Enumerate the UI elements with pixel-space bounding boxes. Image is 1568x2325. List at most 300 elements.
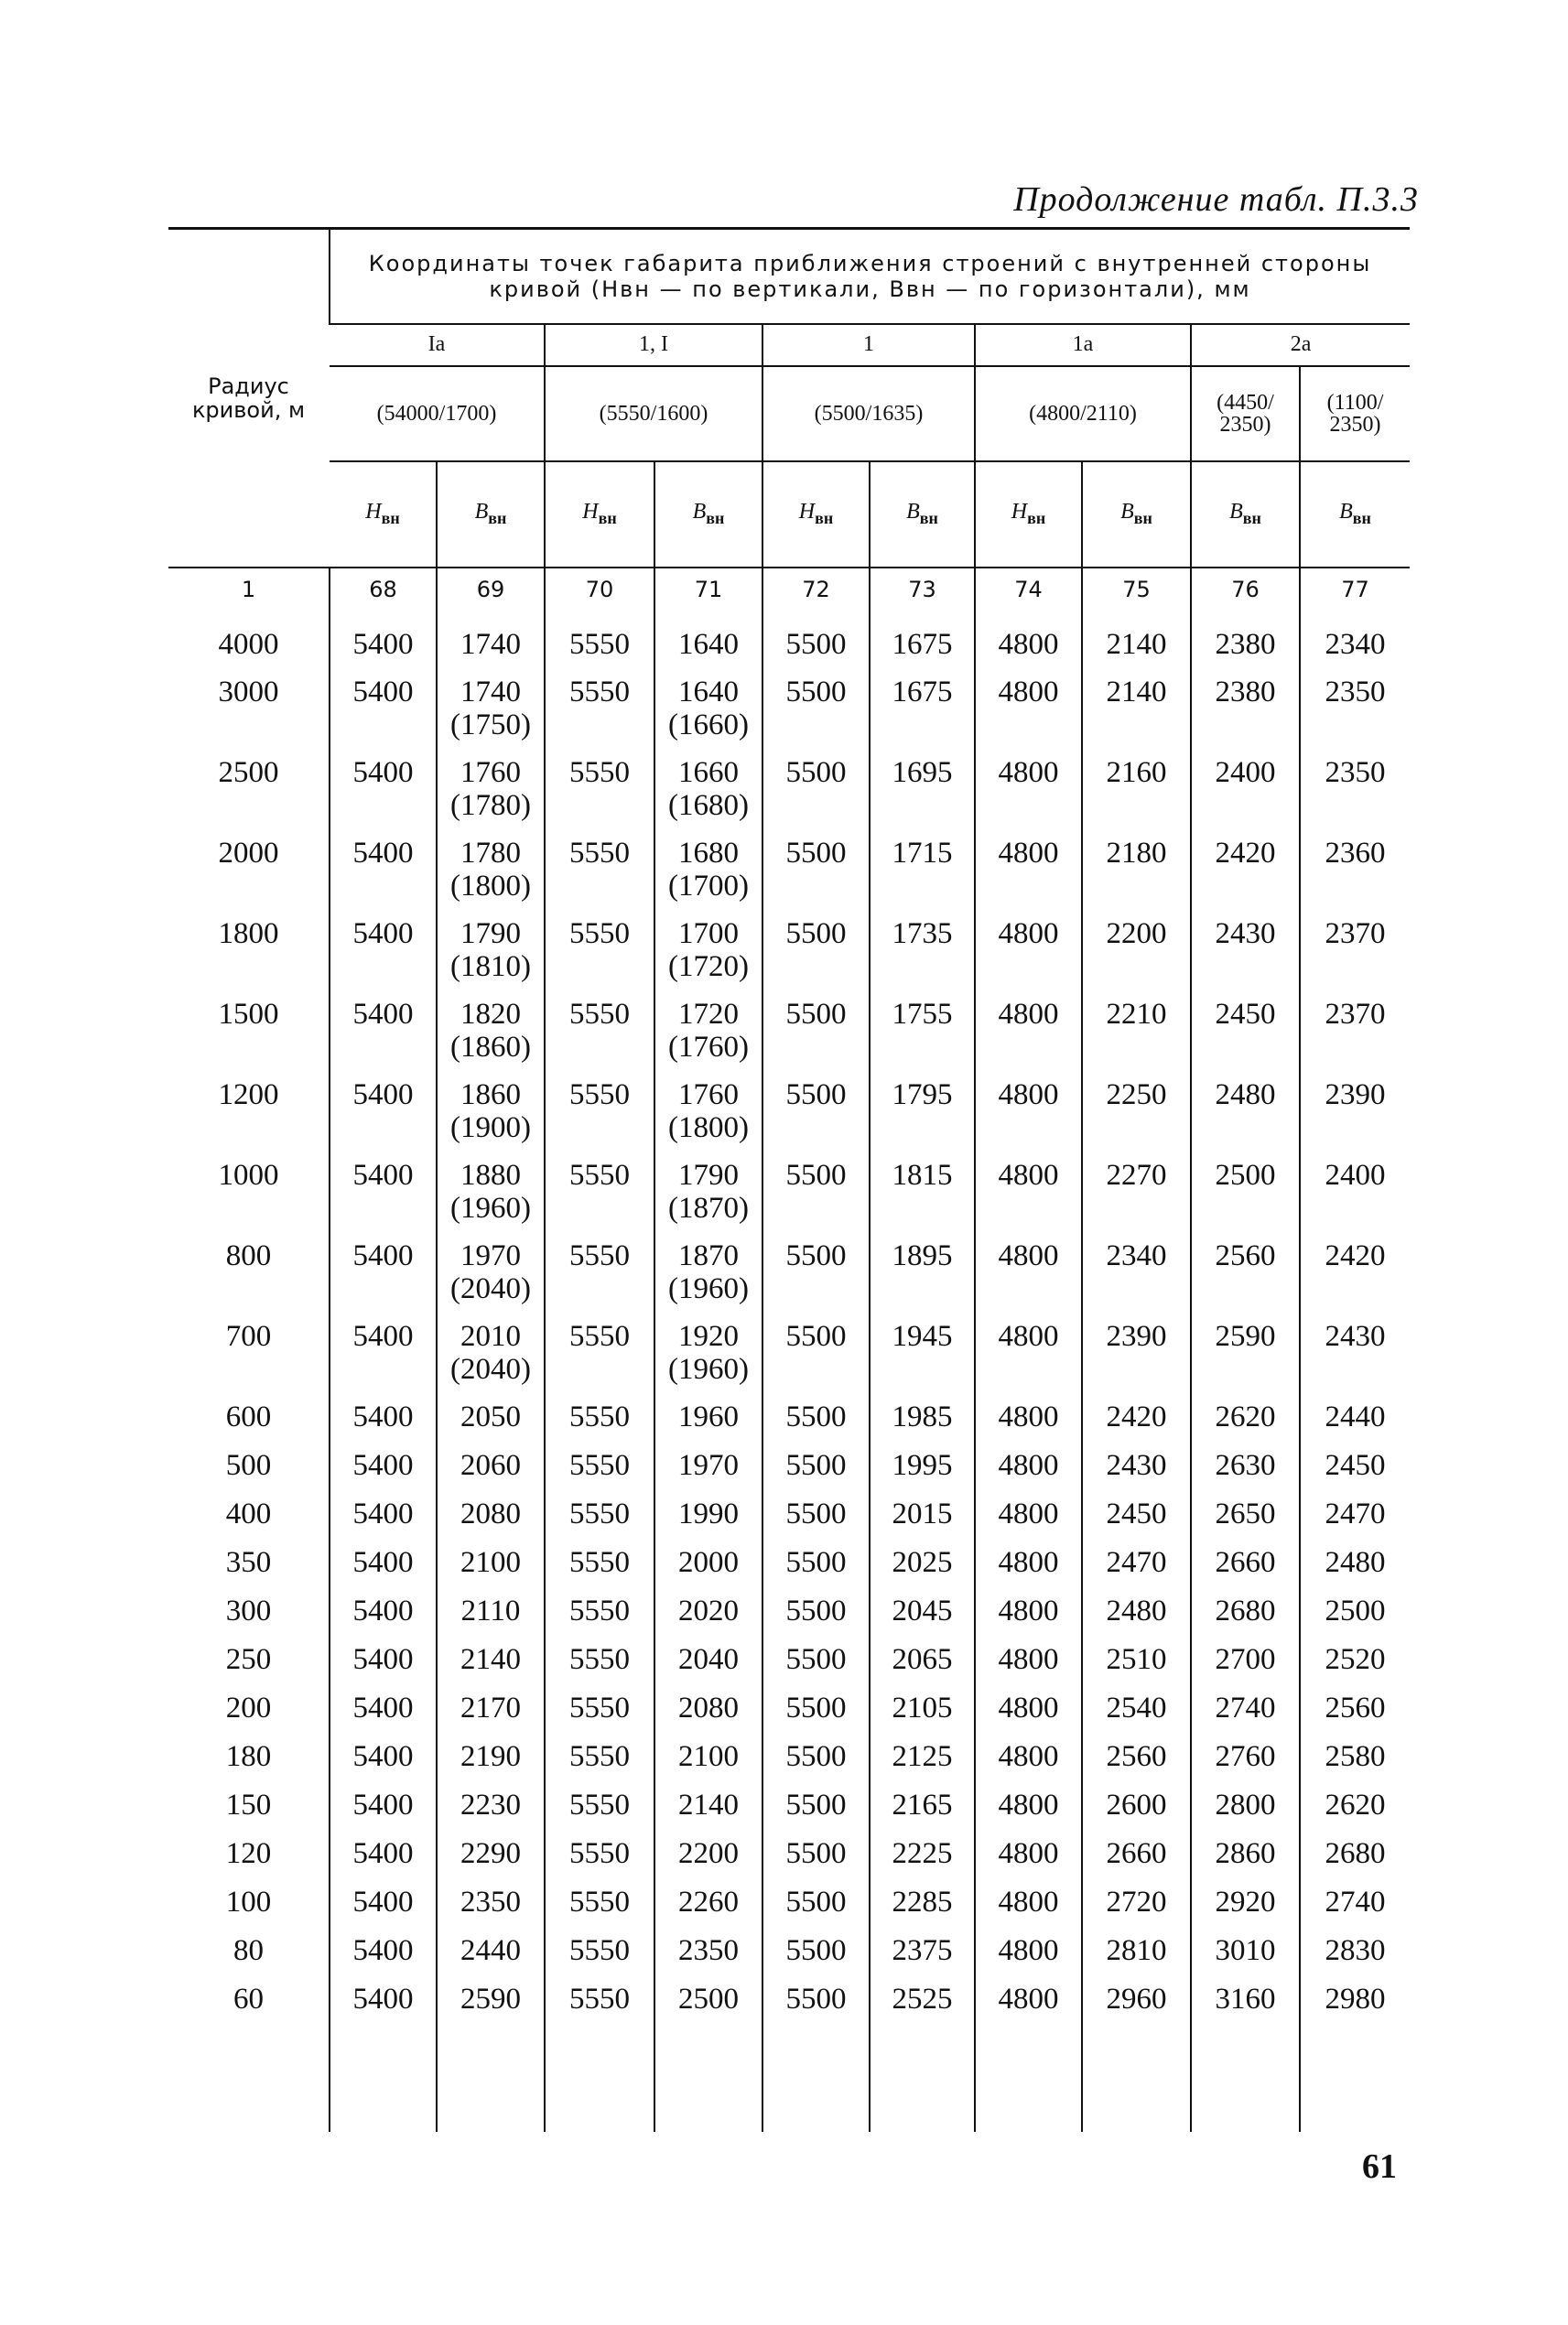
cell-value: 700 — [225, 1319, 272, 1353]
cell-col-74 — [975, 1078, 1082, 1159]
cell-col-72 — [762, 1934, 870, 1983]
cell-value: 5400 — [352, 836, 414, 870]
cell-col-69 — [437, 611, 545, 676]
cell-value: 250 — [225, 1642, 272, 1676]
cell-value: 5500 — [785, 1885, 847, 1919]
cell-col-73 — [870, 1159, 975, 1239]
cell-value: 2080 — [460, 1497, 521, 1530]
cell-value: 5550 — [569, 1933, 630, 1967]
cell-value: 2380 — [1215, 675, 1276, 708]
cell-radius — [168, 1498, 330, 1546]
cell-value: 1945 — [892, 1319, 953, 1353]
cell-value: 5550 — [569, 1448, 630, 1482]
cell-col-72 — [762, 1837, 870, 1886]
cell-value: 2590 — [460, 1982, 521, 2016]
cell-value: 5550 — [569, 836, 630, 870]
cell-value: 2140 — [678, 1788, 739, 1822]
column-number: 70 — [545, 568, 654, 611]
cell-value: 150 — [225, 1788, 272, 1822]
cell-col-68 — [330, 1239, 437, 1320]
cell-value: 1790 — [678, 1158, 739, 1192]
cell-value: 1200 — [218, 1077, 279, 1111]
cell-value: 2100 — [460, 1545, 521, 1579]
cell-value: 2015 — [892, 1497, 953, 1530]
cell-value: 5400 — [352, 1319, 414, 1353]
table-row — [168, 1789, 1410, 1837]
cell-value: 2360 — [1325, 836, 1386, 870]
cell-value: 350 — [225, 1545, 272, 1579]
cell-col-74 — [975, 1159, 1082, 1239]
cell-value: 400 — [225, 1497, 272, 1530]
cell-col-74 — [975, 676, 1082, 756]
cell-col-68 — [330, 1320, 437, 1400]
cell-value: 5550 — [569, 1545, 630, 1579]
cell-value: 5400 — [352, 675, 414, 708]
coord-header: $H_{вн}$ — [975, 461, 1082, 568]
cell-radius — [168, 1692, 330, 1740]
cell-value: 1640 — [678, 675, 739, 708]
cell-value: 60 — [233, 1982, 264, 2016]
cell-value: 2050 — [460, 1400, 521, 1433]
cell-col-70 — [545, 1498, 654, 1546]
cell-value: 1675 — [892, 675, 953, 708]
cell-col-69 — [437, 1546, 545, 1595]
cell-value: 5500 — [785, 1158, 847, 1192]
table-row — [168, 1595, 1410, 1643]
cell-col-70 — [545, 1837, 654, 1886]
clearance-table — [168, 227, 1410, 2132]
cell-col-76 — [1191, 1159, 1300, 1239]
cell-radius — [168, 611, 330, 676]
cell-col-77 — [1300, 676, 1410, 756]
cell-col-71 — [654, 1400, 762, 1449]
cell-value: 2125 — [892, 1739, 953, 1773]
cell-value: 1760 — [678, 1077, 739, 1111]
cell-alt-value: (1900) — [450, 1110, 531, 1144]
cell-col-71 — [654, 1449, 762, 1498]
page-number: 61 — [1362, 2147, 1397, 2186]
cell-value: 2860 — [1215, 1836, 1276, 1870]
table-row — [168, 1078, 1410, 1159]
cell-col-77 — [1300, 1983, 1410, 2031]
coord-header: $H_{вн}$ — [545, 461, 654, 568]
cell-value: 800 — [225, 1238, 272, 1272]
cell-value: 2680 — [1215, 1594, 1276, 1628]
cell-col-77 — [1300, 1498, 1410, 1546]
cell-alt-value: (1800) — [668, 1110, 749, 1144]
table-row — [168, 1740, 1410, 1789]
cell-col-77 — [1300, 1239, 1410, 1320]
cell-radius — [168, 1320, 330, 1400]
cell-radius — [168, 1837, 330, 1886]
cell-col-74 — [975, 1449, 1082, 1498]
cell-col-73 — [870, 1546, 975, 1595]
table-row — [168, 1692, 1410, 1740]
cell-value: 5400 — [352, 1077, 414, 1111]
cell-col-70 — [545, 837, 654, 917]
empty-cell — [437, 2031, 545, 2132]
table-row — [168, 1239, 1410, 1320]
cell-value: 5550 — [569, 1238, 630, 1272]
cell-alt-value: (1810) — [450, 949, 531, 983]
cell-value: 5550 — [569, 755, 630, 789]
cell-value: 2980 — [1325, 1982, 1386, 2016]
cell-value: 5550 — [569, 627, 630, 661]
cell-col-74 — [975, 1546, 1082, 1595]
cell-value: 5550 — [569, 1836, 630, 1870]
empty-cell — [654, 2031, 762, 2132]
cell-value: 4800 — [998, 1933, 1059, 1967]
cell-alt-value: (1750) — [450, 708, 531, 741]
cell-value: 3160 — [1215, 1982, 1276, 2016]
cell-value: 2480 — [1325, 1545, 1386, 1579]
cell-col-74 — [975, 1643, 1082, 1692]
cell-col-73 — [870, 1498, 975, 1546]
cell-value: 2000 — [678, 1545, 739, 1579]
cell-value: 2350 — [678, 1933, 739, 1967]
cell-col-72 — [762, 1159, 870, 1239]
cell-col-75 — [1082, 1159, 1191, 1239]
cell-col-76 — [1191, 1498, 1300, 1546]
cell-col-68 — [330, 756, 437, 837]
cell-col-72 — [762, 1546, 870, 1595]
cell-value: 5400 — [352, 1400, 414, 1433]
cell-value: 5400 — [352, 1982, 414, 2016]
cell-col-75 — [1082, 1740, 1191, 1789]
cell-col-73 — [870, 998, 975, 1078]
cell-alt-value: (1680) — [668, 788, 749, 822]
cell-value: 4800 — [998, 1885, 1059, 1919]
cell-value: 2140 — [460, 1642, 521, 1676]
cell-col-77 — [1300, 1400, 1410, 1449]
cell-alt-value: (1800) — [450, 869, 531, 903]
cell-col-69 — [437, 1239, 545, 1320]
cell-value: 3010 — [1215, 1933, 1276, 1967]
cell-col-69 — [437, 1449, 545, 1498]
table-row — [168, 1837, 1410, 1886]
cell-value: 2110 — [460, 1594, 521, 1628]
cell-col-74 — [975, 1320, 1082, 1400]
cell-value: 5500 — [785, 1836, 847, 1870]
cell-radius — [168, 1934, 330, 1983]
cell-col-69 — [437, 917, 545, 998]
cell-col-70 — [545, 611, 654, 676]
table-row — [168, 837, 1410, 917]
cell-col-71 — [654, 1546, 762, 1595]
cell-col-68 — [330, 1400, 437, 1449]
cell-value: 2020 — [678, 1594, 739, 1628]
cell-radius — [168, 1159, 330, 1239]
cell-value: 5500 — [785, 1982, 847, 2016]
coord-header: $B_{вн}$ — [1191, 461, 1300, 568]
cell-alt-value: (1960) — [668, 1271, 749, 1305]
table-row — [168, 611, 1410, 676]
cell-value: 2680 — [1325, 1836, 1386, 1870]
cell-value: 2500 — [678, 1982, 739, 2016]
dimension-header: (54000/1700) — [330, 366, 545, 461]
cell-value: 2080 — [678, 1691, 739, 1725]
cell-value: 5500 — [785, 1400, 847, 1433]
cell-value: 5400 — [352, 1642, 414, 1676]
cell-value: 2100 — [678, 1739, 739, 1773]
cell-value: 4800 — [998, 1077, 1059, 1111]
cell-col-74 — [975, 1837, 1082, 1886]
cell-value: 1870 — [678, 1238, 739, 1272]
cell-value: 2470 — [1106, 1545, 1167, 1579]
cell-col-71 — [654, 1886, 762, 1934]
cell-col-75 — [1082, 611, 1191, 676]
cell-value: 2010 — [460, 1319, 521, 1353]
cell-value: 5400 — [352, 1545, 414, 1579]
cell-value: 2285 — [892, 1885, 953, 1919]
cell-col-77 — [1300, 1643, 1410, 1692]
cell-value: 2350 — [1325, 755, 1386, 789]
cell-col-73 — [870, 611, 975, 676]
cell-value: 5550 — [569, 1319, 630, 1353]
cell-value: 180 — [225, 1739, 272, 1773]
cell-value: 4800 — [998, 1545, 1059, 1579]
cell-col-70 — [545, 1934, 654, 1983]
cell-col-75 — [1082, 1449, 1191, 1498]
cell-col-73 — [870, 1239, 975, 1320]
empty-cell — [1191, 2031, 1300, 2132]
cell-value: 2500 — [1325, 1594, 1386, 1628]
cell-value: 80 — [233, 1933, 264, 1967]
cell-col-70 — [545, 1789, 654, 1837]
cell-col-70 — [545, 1692, 654, 1740]
coord-header: $B_{вн}$ — [654, 461, 762, 568]
cell-col-72 — [762, 917, 870, 998]
cell-col-76 — [1191, 1595, 1300, 1643]
cell-value: 1660 — [678, 755, 739, 789]
cell-value: 2500 — [1215, 1158, 1276, 1192]
cell-value: 2140 — [1106, 627, 1167, 661]
cell-col-72 — [762, 1498, 870, 1546]
cell-col-75 — [1082, 1239, 1191, 1320]
cell-col-71 — [654, 1692, 762, 1740]
cell-value: 1860 — [460, 1077, 521, 1111]
cell-value: 2720 — [1106, 1885, 1167, 1919]
cell-col-77 — [1300, 1546, 1410, 1595]
cell-col-75 — [1082, 1886, 1191, 1934]
cell-value: 5500 — [785, 1739, 847, 1773]
cell-value: 4800 — [998, 675, 1059, 708]
cell-col-74 — [975, 1789, 1082, 1837]
cell-alt-value: (2040) — [450, 1352, 531, 1386]
cell-value: 4800 — [998, 1642, 1059, 1676]
cell-value: 2225 — [892, 1836, 953, 1870]
cell-col-71 — [654, 1789, 762, 1837]
gauge-header: 1а — [975, 324, 1191, 366]
cell-col-68 — [330, 1692, 437, 1740]
cell-col-70 — [545, 756, 654, 837]
cell-value: 120 — [225, 1836, 272, 1870]
cell-col-75 — [1082, 1546, 1191, 1595]
cell-value: 2350 — [1325, 675, 1386, 708]
cell-col-71 — [654, 1983, 762, 2031]
cell-value: 4000 — [218, 627, 279, 661]
cell-value: 2740 — [1215, 1691, 1276, 1725]
cell-col-72 — [762, 611, 870, 676]
cell-value: 1715 — [892, 836, 953, 870]
cell-col-71 — [654, 998, 762, 1078]
cell-value: 2740 — [1325, 1885, 1386, 1919]
cell-col-76 — [1191, 1740, 1300, 1789]
cell-col-71 — [654, 1239, 762, 1320]
cell-col-72 — [762, 1078, 870, 1159]
cell-col-73 — [870, 676, 975, 756]
cell-value: 2270 — [1106, 1158, 1167, 1192]
cell-value: 4800 — [998, 1836, 1059, 1870]
cell-value: 5500 — [785, 627, 847, 661]
cell-value: 1790 — [460, 916, 521, 950]
cell-col-75 — [1082, 1692, 1191, 1740]
cell-radius — [168, 676, 330, 756]
cell-value: 5550 — [569, 1594, 630, 1628]
cell-col-75 — [1082, 1837, 1191, 1886]
cell-value: 1700 — [678, 916, 739, 950]
cell-col-72 — [762, 998, 870, 1078]
cell-col-73 — [870, 1078, 975, 1159]
cell-value: 1780 — [460, 836, 521, 870]
cell-col-76 — [1191, 1837, 1300, 1886]
cell-col-68 — [330, 1886, 437, 1934]
cell-value: 2450 — [1215, 997, 1276, 1031]
cell-col-70 — [545, 998, 654, 1078]
cell-value: 2420 — [1106, 1400, 1167, 1433]
cell-value: 2450 — [1325, 1448, 1386, 1482]
cell-value: 1880 — [460, 1158, 521, 1192]
cell-value: 2800 — [1215, 1788, 1276, 1822]
cell-col-76 — [1191, 1692, 1300, 1740]
cell-value: 1640 — [678, 627, 739, 661]
cell-col-70 — [545, 1078, 654, 1159]
cell-value: 4800 — [998, 1238, 1059, 1272]
cell-col-70 — [545, 1595, 654, 1643]
cell-col-74 — [975, 1886, 1082, 1934]
cell-col-68 — [330, 1449, 437, 1498]
cell-col-68 — [330, 1983, 437, 2031]
cell-col-77 — [1300, 998, 1410, 1078]
cell-value: 5550 — [569, 1642, 630, 1676]
cell-col-76 — [1191, 1546, 1300, 1595]
cell-col-77 — [1300, 837, 1410, 917]
cell-col-76 — [1191, 1320, 1300, 1400]
cell-col-71 — [654, 756, 762, 837]
cell-value: 5550 — [569, 1158, 630, 1192]
gauge-header: 2а — [1191, 324, 1410, 366]
cell-value: 1985 — [892, 1400, 953, 1433]
cell-value: 2230 — [460, 1788, 521, 1822]
empty-cell — [545, 2031, 654, 2132]
cell-radius — [168, 1239, 330, 1320]
cell-col-71 — [654, 1740, 762, 1789]
cell-col-73 — [870, 1692, 975, 1740]
cell-col-75 — [1082, 756, 1191, 837]
cell-value: 2375 — [892, 1933, 953, 1967]
cell-value: 4800 — [998, 1691, 1059, 1725]
cell-value: 2370 — [1325, 916, 1386, 950]
cell-value: 500 — [225, 1448, 272, 1482]
cell-col-74 — [975, 1498, 1082, 1546]
cell-alt-value: (1700) — [668, 869, 749, 903]
cell-col-71 — [654, 1595, 762, 1643]
cell-col-75 — [1082, 1400, 1191, 1449]
cell-col-74 — [975, 1400, 1082, 1449]
cell-col-75 — [1082, 1320, 1191, 1400]
cell-value: 5400 — [352, 1885, 414, 1919]
table-title: Координаты точек габарита приближения строений с внутренней стороны кривой (Hвн — по вертикали, Bвн — по горизонтали), мм — [330, 229, 1410, 324]
column-number: 1 — [168, 568, 330, 611]
column-number: 73 — [870, 568, 975, 611]
cell-alt-value: (1660) — [668, 708, 749, 741]
cell-value: 2340 — [1106, 1238, 1167, 1272]
cell-col-75 — [1082, 1789, 1191, 1837]
cell-col-72 — [762, 1449, 870, 1498]
cell-col-73 — [870, 1886, 975, 1934]
cell-col-71 — [654, 1643, 762, 1692]
cell-col-70 — [545, 1886, 654, 1934]
cell-value: 5500 — [785, 1448, 847, 1482]
cell-col-77 — [1300, 1449, 1410, 1498]
cell-value: 5500 — [785, 1077, 847, 1111]
cell-col-70 — [545, 1400, 654, 1449]
cell-col-71 — [654, 676, 762, 756]
cell-value: 2580 — [1325, 1739, 1386, 1773]
cell-value: 5500 — [785, 1642, 847, 1676]
cell-radius — [168, 1789, 330, 1837]
cell-radius — [168, 837, 330, 917]
cell-value: 5550 — [569, 1982, 630, 2016]
column-number: 75 — [1082, 568, 1191, 611]
cell-value: 1000 — [218, 1158, 279, 1192]
cell-radius — [168, 1983, 330, 2031]
gauge-header: Iа — [330, 324, 545, 366]
cell-value: 2480 — [1215, 1077, 1276, 1111]
cell-value: 4800 — [998, 1158, 1059, 1192]
cell-col-76 — [1191, 756, 1300, 837]
cell-col-69 — [437, 837, 545, 917]
cell-value: 4800 — [998, 755, 1059, 789]
table-row — [168, 756, 1410, 837]
column-number: 77 — [1300, 568, 1410, 611]
cell-value: 5400 — [352, 1448, 414, 1482]
cell-value: 1820 — [460, 997, 521, 1031]
cell-value: 5500 — [785, 1933, 847, 1967]
cell-value: 2390 — [1325, 1077, 1386, 1111]
cell-value: 2500 — [218, 755, 279, 789]
table-row — [168, 1320, 1410, 1400]
cell-value: 2160 — [1106, 755, 1167, 789]
cell-col-68 — [330, 1934, 437, 1983]
cell-radius — [168, 1449, 330, 1498]
cell-value: 4800 — [998, 1788, 1059, 1822]
cell-col-72 — [762, 1643, 870, 1692]
cell-col-68 — [330, 676, 437, 756]
cell-col-69 — [437, 1400, 545, 1449]
cell-col-77 — [1300, 1692, 1410, 1740]
cell-col-68 — [330, 1837, 437, 1886]
cell-col-69 — [437, 1595, 545, 1643]
cell-col-70 — [545, 1740, 654, 1789]
cell-alt-value: (1760) — [668, 1030, 749, 1064]
cell-value: 5400 — [352, 1497, 414, 1530]
cell-col-69 — [437, 1983, 545, 2031]
cell-col-77 — [1300, 756, 1410, 837]
cell-value: 2390 — [1106, 1319, 1167, 1353]
gauge-header: 1, I — [545, 324, 762, 366]
cell-value: 2590 — [1215, 1319, 1276, 1353]
